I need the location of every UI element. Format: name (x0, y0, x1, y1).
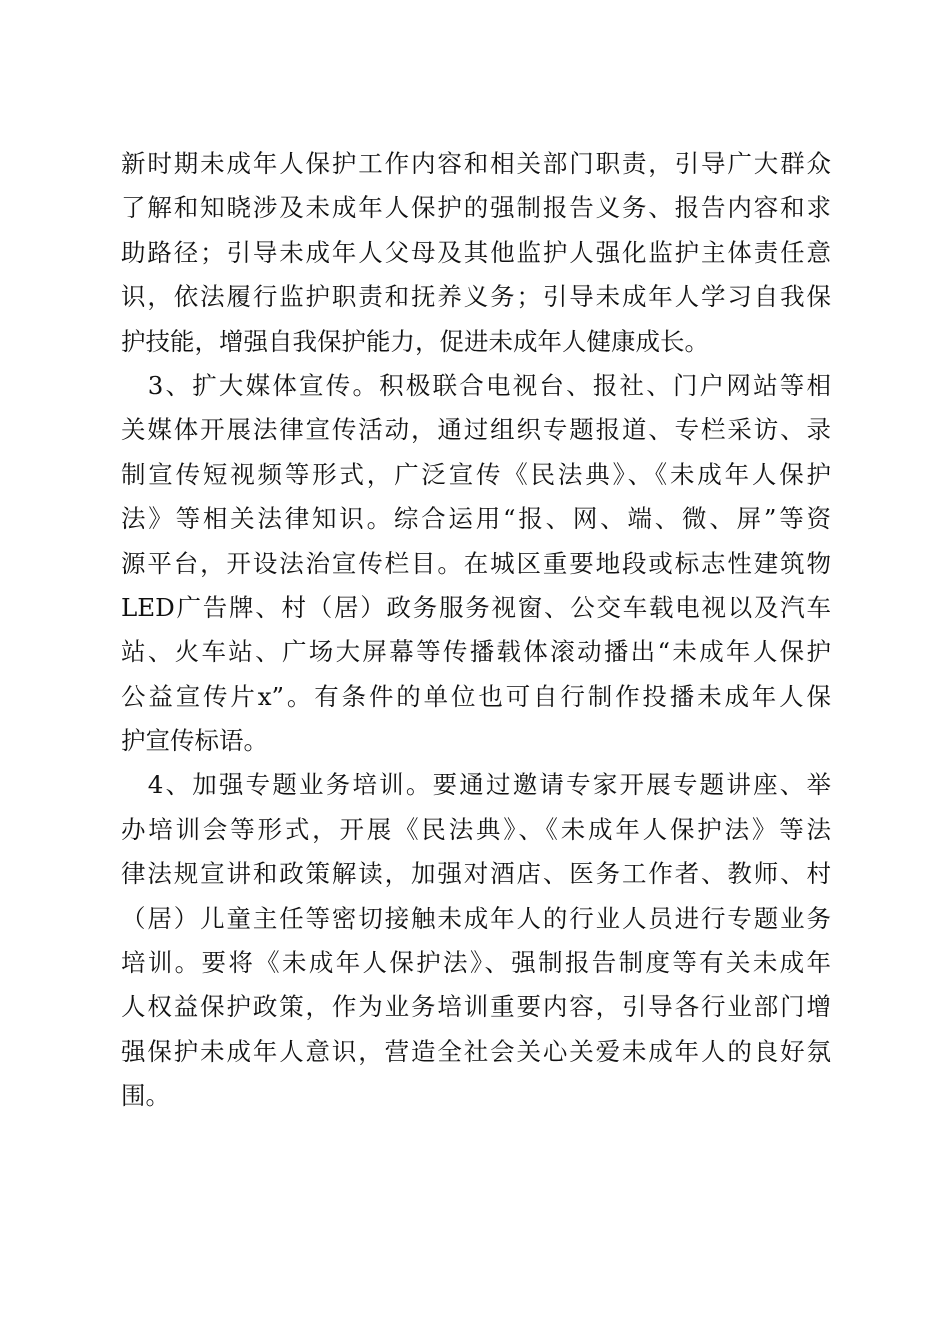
text-line: （居）儿童主任等密切接触未成年人的行业人员进行专题业务 (121, 903, 831, 933)
text-line: 制宣传短视频等形式，广泛宣传《民法典》、《未成年人保护 (121, 459, 831, 489)
text-line: 法》等相关法律知识。综合运用“报、网、端、微、屏”等资 (121, 504, 831, 534)
text-line: 助路径；引导未成年人父母及其他监护人强化监护主体责任意 (121, 237, 831, 267)
text-line: 护宣传标语。 (121, 726, 268, 756)
text-line: 了解和知晓涉及未成年人保护的强制报告义务、报告内容和求 (121, 193, 831, 223)
paragraph-3 (121, 763, 831, 1118)
paragraph-1 (121, 142, 831, 364)
text-line: 新时期未成年人保护工作内容和相关部门职责，引导广大群众 (121, 149, 831, 178)
text-line: LED广告牌、村（居）政务服务视窗、公交车载电视以及汽车 (121, 592, 831, 622)
text-line: 人权益保护政策，作为业务培训重要内容，引导各行业部门增 (121, 992, 831, 1022)
paragraph-2 (121, 364, 831, 764)
text-line: 关媒体开展法律宣传活动，通过组织专题报道、专栏采访、录 (121, 415, 831, 445)
text-line: 源平台，开设法治宣传栏目。在城区重要地段或标志性建筑物 (121, 548, 831, 578)
text-line: 律法规宣讲和政策解读，加强对酒店、医务工作者、教师、村 (121, 859, 831, 889)
text-line: 4、加强专题业务培训。要通过邀请专家开展专题讲座、举 (121, 770, 831, 800)
text-line: 站、火车站、广场大屏幕等传播载体滚动播出“未成年人保护 (121, 637, 831, 667)
text-line: 护技能，增强自我保护能力，促进未成年人健康成长。 (121, 326, 709, 356)
text-line: 围。 (121, 1081, 170, 1111)
text-line: 强保护未成年人意识，营造全社会关心关爱未成年人的良好氛 (121, 1036, 831, 1066)
text-line: 办培训会等形式，开展《民法典》、《未成年人保护法》等法 (121, 814, 831, 844)
text-line: 公益宣传片x”。有条件的单位也可自行制作投播未成年人保 (121, 681, 831, 711)
text-line: 识，依法履行监护职责和抚养义务；引导未成年人学习自我保 (121, 282, 831, 312)
body-text (121, 142, 831, 1119)
text-line: 3、扩大媒体宣传。积极联合电视台、报社、门户网站等相 (121, 370, 831, 400)
text-line: 培训。要将《未成年人保护法》、强制报告制度等有关未成年 (121, 948, 831, 978)
